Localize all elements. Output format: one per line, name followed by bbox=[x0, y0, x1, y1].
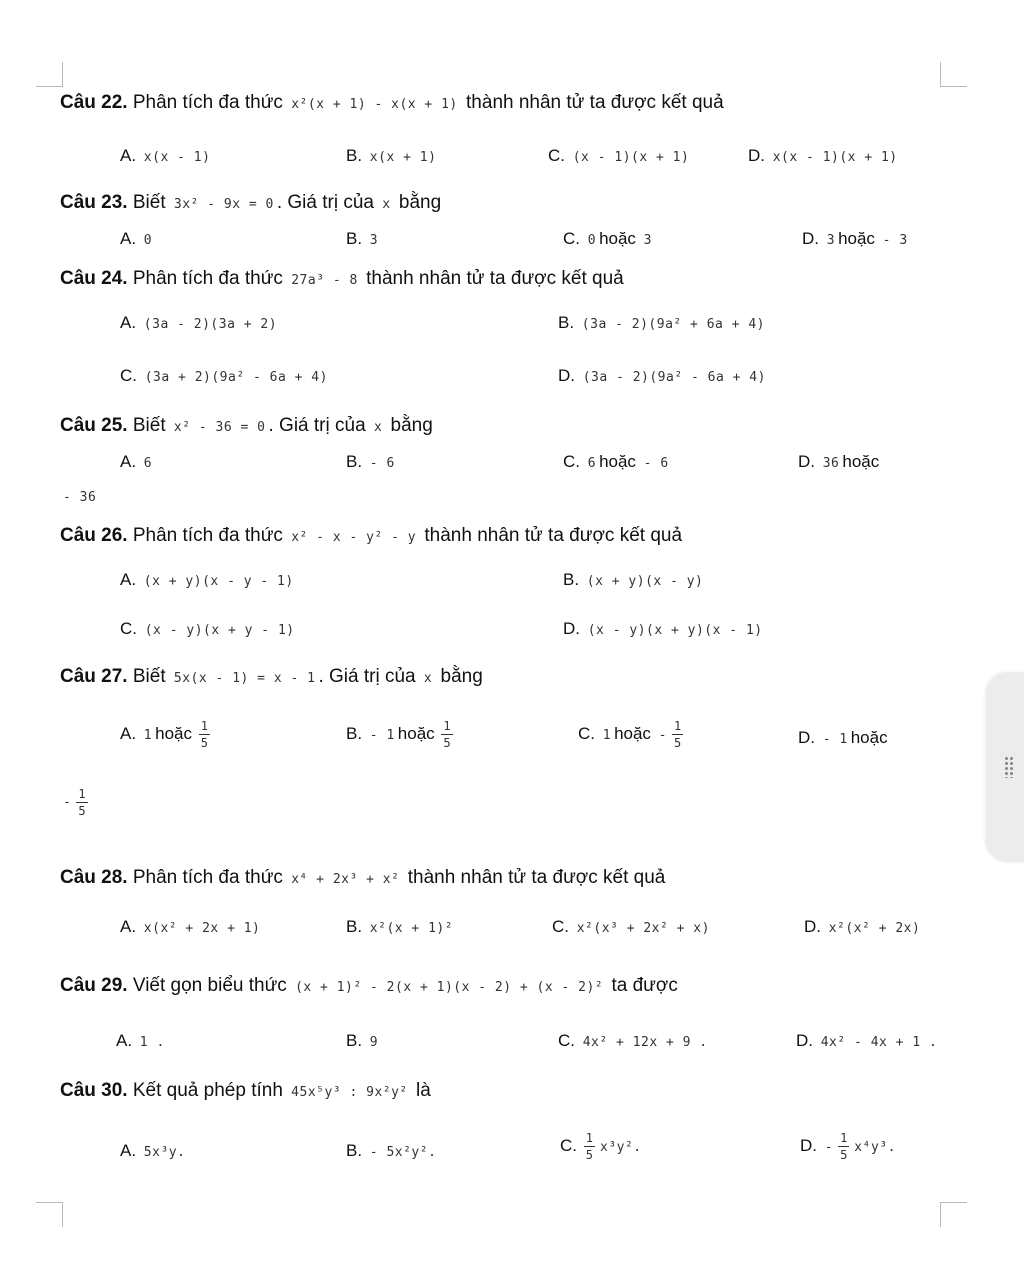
option-a: A. 1 hoặc $\frac{1}{5}$ bbox=[120, 719, 208, 750]
question-tail: bằng bbox=[440, 666, 483, 687]
question-label: Câu 25. bbox=[60, 415, 128, 436]
option-d: D. 36 hoặc bbox=[798, 452, 880, 471]
fraction: $\frac{1}{5}$ bbox=[78, 787, 86, 818]
math-expression: 45x⁵y³ : 9x²y² bbox=[291, 1085, 408, 1100]
option-b: B. x(x + 1) bbox=[346, 146, 437, 165]
question-27 bbox=[60, 666, 483, 688]
option-b: B. - 6 bbox=[346, 452, 395, 471]
option-b: B. 3 bbox=[346, 229, 379, 248]
math-expression: x²(x + 1) - x(x + 1) bbox=[291, 97, 458, 112]
question-label: Câu 27. bbox=[60, 666, 128, 687]
question-label: Câu 30. bbox=[60, 1080, 128, 1101]
question-text: Biết bbox=[132, 415, 166, 436]
question-tail: thành nhân tử ta được kết quả bbox=[466, 92, 724, 113]
option-b: B. - 5x²y². bbox=[346, 1141, 437, 1160]
option-b: B. (3a - 2)(9a² + 6a + 4) bbox=[558, 313, 765, 332]
crop-mark-bottom-right bbox=[940, 1202, 967, 1227]
option-a: A. 6 bbox=[120, 452, 153, 471]
fraction: $\frac{1}{5}$ bbox=[585, 1131, 593, 1162]
side-panel-handle[interactable] bbox=[986, 672, 1024, 862]
math-variable: x bbox=[382, 197, 391, 212]
question-28 bbox=[60, 867, 665, 889]
crop-mark-top-right bbox=[940, 62, 967, 87]
crop-mark-top-left bbox=[36, 62, 63, 87]
math-expression: 3x² - 9x = 0 bbox=[173, 197, 274, 212]
option-c: C. 1 hoặc - $\frac{1}{5}$ bbox=[578, 719, 682, 750]
option-b: B. (x + y)(x - y) bbox=[563, 570, 704, 589]
option-a: A. 0 bbox=[120, 229, 153, 248]
math-expression: (x + 1)² - 2(x + 1)(x - 2) + (x - 2)² bbox=[295, 980, 604, 995]
question-23 bbox=[60, 192, 441, 214]
math-variable: x bbox=[373, 420, 383, 435]
option-c: C. (x - y)(x + y - 1) bbox=[120, 619, 295, 638]
math-expression: 5x(x - 1) = x - 1 bbox=[173, 671, 316, 686]
question-tail: . Giá trị của bbox=[276, 192, 374, 213]
question-text: Viết gọn biểu thức bbox=[132, 975, 287, 996]
question-label: Câu 23. bbox=[60, 192, 128, 213]
option-c: C. 6 hoặc - 6 bbox=[563, 452, 669, 471]
option-c: C. 0 hoặc 3 bbox=[563, 229, 652, 248]
option-a: A. 1 . bbox=[116, 1031, 165, 1050]
math-expression: x⁴ + 2x³ + x² bbox=[291, 872, 400, 887]
option-d: D. (x - y)(x + y)(x - 1) bbox=[563, 619, 763, 638]
fraction: $\frac{1}{5}$ bbox=[840, 1131, 848, 1162]
option-a: A. x(x² + 2x + 1) bbox=[120, 917, 261, 936]
question-label: Câu 28. bbox=[60, 867, 128, 888]
question-text: Biết bbox=[132, 192, 166, 213]
option-c: C. 4x² + 12x + 9 . bbox=[558, 1031, 708, 1050]
crop-mark-bottom-left bbox=[36, 1202, 63, 1227]
question-label: Câu 22. bbox=[60, 92, 128, 113]
question-22 bbox=[60, 92, 724, 114]
question-tail: thành nhân tử ta được kết quả bbox=[407, 867, 666, 888]
option-d: D. (3a - 2)(9a² - 6a + 4) bbox=[558, 366, 766, 385]
question-label: Câu 26. bbox=[60, 525, 128, 546]
math-expression: 27a³ - 8 bbox=[291, 273, 358, 288]
fraction: $\frac{1}{5}$ bbox=[674, 719, 682, 750]
question-25 bbox=[60, 415, 433, 437]
option-a: A. (3a - 2)(3a + 2) bbox=[120, 313, 278, 332]
drag-handle-icon bbox=[1004, 756, 1014, 778]
option-d: D. - $\frac{1}{5}$ x⁴y³. bbox=[800, 1131, 896, 1162]
fraction: $\frac{1}{5}$ bbox=[443, 719, 451, 750]
question-tail: bằng bbox=[398, 192, 442, 213]
question-tail: . Giá trị của bbox=[268, 415, 366, 436]
question-tail: thành nhân tử ta được kết quả bbox=[424, 525, 683, 546]
question-tail: bằng bbox=[390, 415, 433, 436]
question-24 bbox=[60, 268, 624, 290]
math-variable: x bbox=[423, 671, 433, 686]
question-29 bbox=[60, 975, 678, 997]
option-d: D. 3 hoặc - 3 bbox=[802, 229, 908, 248]
option-d: D. x²(x² + 2x) bbox=[804, 917, 921, 936]
question-text: Phân tích đa thức bbox=[132, 867, 283, 888]
option-d: D. - 1 hoặc bbox=[798, 728, 888, 747]
option-b: B. - 1 hoặc $\frac{1}{5}$ bbox=[346, 719, 451, 750]
question-label: Câu 29. bbox=[60, 975, 128, 996]
question-30 bbox=[60, 1080, 431, 1102]
question-tail: ta được bbox=[611, 975, 678, 996]
option-c: C. (x - 1)(x + 1) bbox=[548, 146, 690, 165]
option-a: A. 5x³y. bbox=[120, 1141, 186, 1160]
option-a: A. (x + y)(x - y - 1) bbox=[120, 570, 294, 589]
question-text: Phân tích đa thức bbox=[132, 92, 283, 113]
question-text: Phân tích đa thức bbox=[132, 268, 283, 289]
question-text: Phân tích đa thức bbox=[132, 525, 283, 546]
option-d: D. 4x² - 4x + 1 . bbox=[796, 1031, 938, 1050]
question-tail: thành nhân tử ta được kết quả bbox=[366, 268, 624, 289]
question-text: Kết quả phép tính bbox=[132, 1080, 283, 1101]
math-expression: x² - 36 = 0 bbox=[173, 420, 266, 435]
question-tail: là bbox=[416, 1080, 431, 1101]
option-d: D. x(x - 1)(x + 1) bbox=[748, 146, 898, 165]
fraction: $\frac{1}{5}$ bbox=[200, 719, 208, 750]
option-d-wrap: - $\frac{1}{5}$ bbox=[63, 787, 86, 818]
option-b: B. x²(x + 1)² bbox=[346, 917, 454, 936]
option-c: C. x²(x³ + 2x² + x) bbox=[552, 917, 710, 936]
option-b: B. 9 bbox=[346, 1031, 379, 1050]
option-c: C. $\frac{1}{5}$ x³y². bbox=[560, 1131, 642, 1162]
question-text: Biết bbox=[132, 666, 166, 687]
question-label: Câu 24. bbox=[60, 268, 128, 289]
option-d-wrap: - 36 bbox=[63, 490, 97, 505]
question-tail: . Giá trị của bbox=[318, 666, 416, 687]
option-a: A. x(x - 1) bbox=[120, 146, 211, 165]
question-26 bbox=[60, 525, 682, 547]
math-expression: x² - x - y² - y bbox=[291, 530, 417, 545]
option-c: C. (3a + 2)(9a² - 6a + 4) bbox=[120, 366, 328, 385]
